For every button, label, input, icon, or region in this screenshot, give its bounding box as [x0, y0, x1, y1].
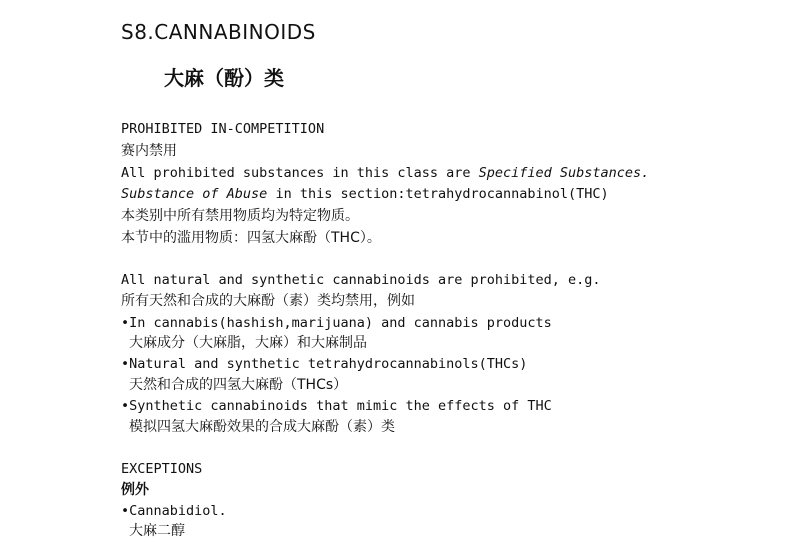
list-item: •Natural and synthetic tetrahydrocannabinols(THCs)	[121, 356, 528, 372]
substance-of-abuse-cn: 本节中的滥用物质：四氢大麻酚（THC）。	[121, 230, 381, 246]
list-item-cn: 模拟四氢大麻酚效果的合成大麻酚（素）类	[129, 419, 395, 435]
section-chinese-title: 大麻（酚）类	[164, 66, 284, 90]
all-natural-statement: All natural and synthetic cannabinoids are prohibited, e.g.	[121, 272, 601, 288]
specified-substances-cn: 本类别中所有禁用物质均为特定物质。	[121, 208, 359, 224]
section-code-title: S8.CANNABINOIDS	[121, 20, 316, 44]
exceptions-label-cn: 例外	[121, 482, 149, 498]
substance-of-abuse-emphasis: Substance of Abuse	[121, 186, 268, 202]
list-item: •Synthetic cannabinoids that mimic the effects of THC	[121, 398, 552, 414]
substance-of-abuse-line	[121, 184, 609, 205]
specified-substances-line	[121, 163, 649, 184]
exception-item-cn: 大麻二醇	[129, 523, 185, 539]
prohibited-label: PROHIBITED IN-COMPETITION	[121, 121, 325, 137]
specified-substances-text: All prohibited substances in this class are	[121, 165, 479, 181]
prohibited-label-cn: 赛内禁用	[121, 143, 177, 159]
specified-substances-emphasis: Specified Substances.	[478, 165, 650, 181]
list-item: •In cannabis(hashish,marijuana) and cannabis products	[121, 315, 552, 331]
list-item-cn: 天然和合成的四氢大麻酚（THCs）	[129, 377, 348, 393]
substance-of-abuse-text: in this section:tetrahydrocannabinol(THC)	[267, 186, 609, 202]
list-item-cn: 大麻成分（大麻脂，大麻）和大麻制品	[129, 335, 367, 351]
all-natural-statement-cn: 所有天然和合成的大麻酚（素）类均禁用，例如	[121, 293, 415, 309]
exception-item: •Cannabidiol.	[121, 503, 227, 519]
exceptions-label: EXCEPTIONS	[121, 461, 203, 477]
